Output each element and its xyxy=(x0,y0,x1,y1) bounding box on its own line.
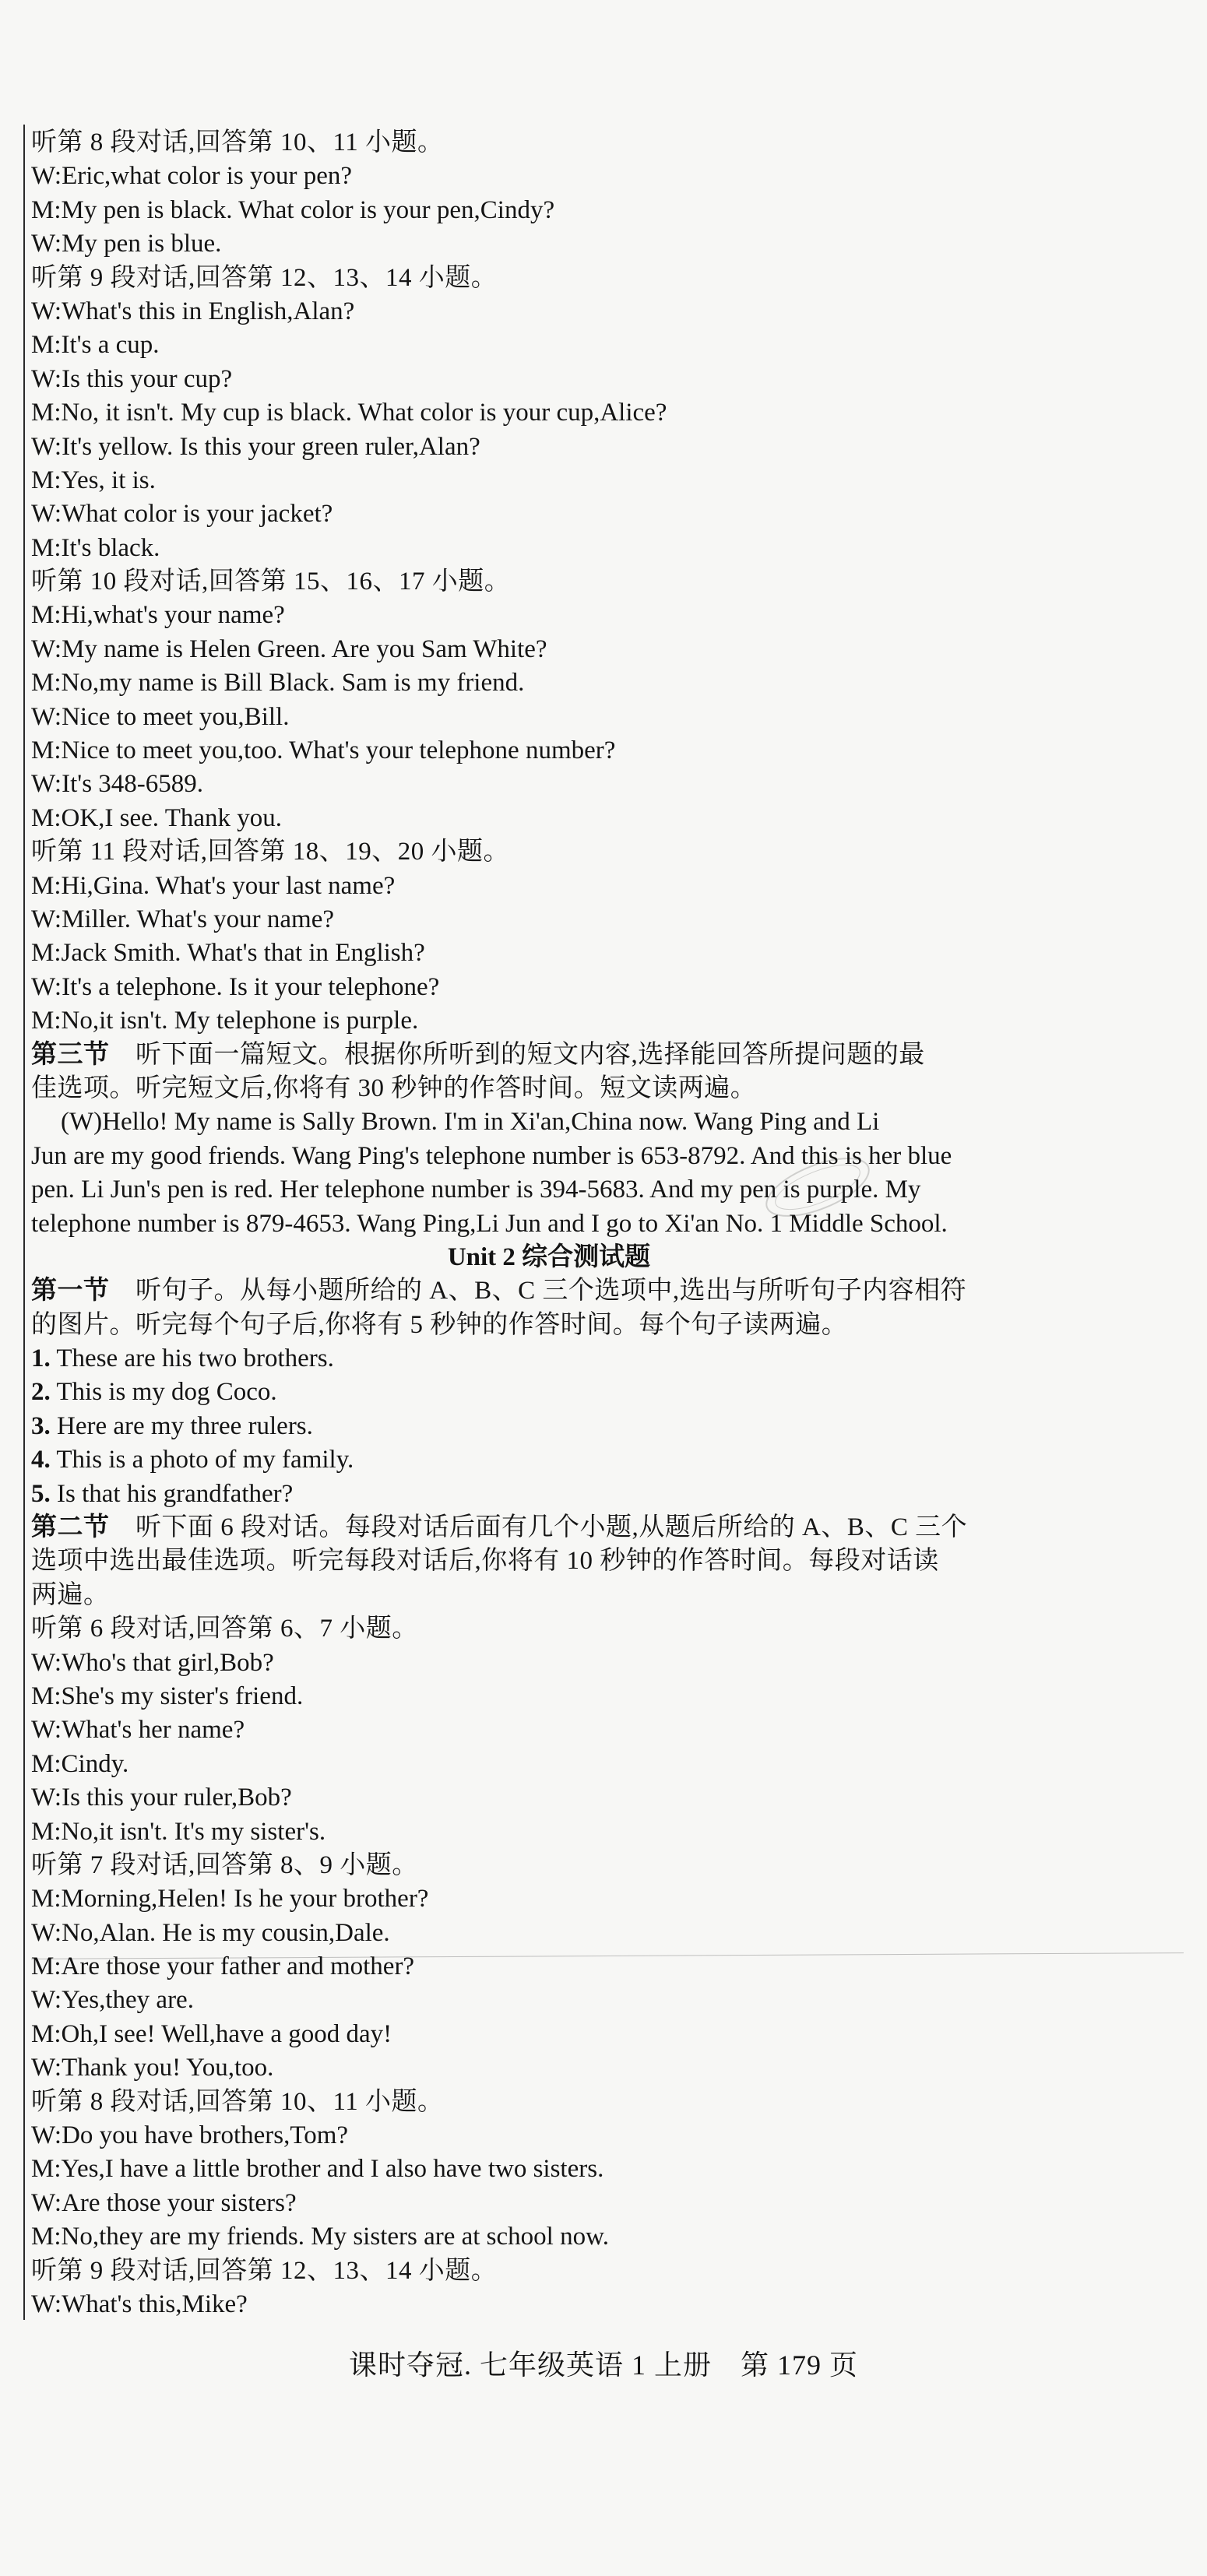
script-line: W:It's 348-6589. xyxy=(31,770,204,799)
script-line: telephone number is 879-4653. Wang Ping,Li Jun and I go to Xi'an No. 1 Middle School. xyxy=(31,1209,948,1238)
left-margin-rule xyxy=(23,125,25,2320)
page-footer: 课时夺冠. 七年级英语 1 上册 第 179 页 xyxy=(348,2349,858,2381)
script-line: W:What color is your jacket? xyxy=(31,500,333,529)
script-line: W:Who's that girl,Bob? xyxy=(31,1648,274,1677)
item-number: 1. xyxy=(31,1344,51,1373)
script-line: M:Morning,Helen! Is he your brother? xyxy=(31,1885,429,1914)
script-line: W:My pen is blue. xyxy=(31,230,222,258)
script-line: W:What's this in English,Alan? xyxy=(31,297,355,325)
script-line: 听第 6 段对话,回答第 6、7 小题。 xyxy=(31,1615,418,1643)
script-line: W:It's a telephone. Is it your telephone? xyxy=(31,972,440,1001)
script-line: M:No,it isn't. My telephone is purple. xyxy=(31,1007,419,1035)
script-line: W:What's this,Mike? xyxy=(31,2290,248,2318)
item-sentence: This is a photo of my family. xyxy=(50,1446,354,1474)
script-line: 选项中选出最佳选项。听完每段对话后,你将有 10 秒钟的作答时间。每段对话读 xyxy=(31,1547,939,1576)
script-line: M:Oh,I see! Well,have a good day! xyxy=(31,2019,392,2048)
script-line: M:Yes,I have a little brother and I also have two sisters. xyxy=(31,2155,604,2184)
script-line: M:My pen is black. What color is your pen,Cindy? xyxy=(31,195,555,224)
script-line: W:What's her name? xyxy=(31,1716,245,1745)
script-line: 的图片。听完每个句子后,你将有 5 秒钟的作答时间。每个句子读两遍。 xyxy=(31,1310,848,1339)
script-line: pen. Li Jun's pen is red. Her telephone number is 394-5683. And my pen is purple. My xyxy=(31,1176,921,1204)
script-line: M:No,it isn't. It's my sister's. xyxy=(31,1817,326,1846)
script-line: W:Thank you! You,too. xyxy=(31,2054,274,2082)
item-number: 4. xyxy=(31,1446,51,1474)
script-line xyxy=(31,1342,1067,1376)
item-sentence: This is my dog Coco. xyxy=(50,1378,277,1407)
script-line: 听第 8 段对话,回答第 10、11 小题。 xyxy=(31,2087,444,2116)
script-line xyxy=(31,1511,1067,1545)
script-line xyxy=(31,1274,1067,1308)
section-instruction: 听句子。从每小题所给的 A、B、C 三个选项中,选出与所听句子内容相符 xyxy=(109,1277,967,1306)
script-line: W:Nice to meet you,Bill. xyxy=(31,702,290,731)
script-line: W:Do you have brothers,Tom? xyxy=(31,2121,349,2150)
script-line: 听第 9 段对话,回答第 12、13、14 小题。 xyxy=(31,2256,498,2285)
item-number: 5. xyxy=(31,1479,51,1508)
script-line: M:It's a cup. xyxy=(31,331,160,360)
script-line: W:Are those your sisters? xyxy=(31,2188,297,2217)
script-line xyxy=(31,1038,1067,1072)
section-label: 第二节 xyxy=(31,1513,110,1542)
section-instruction: 听下面一篇短文。根据你所听到的短文内容,选择能回答所提问题的最 xyxy=(109,1040,925,1069)
script-line: M:No,my name is Bill Black. Sam is my friend. xyxy=(31,669,525,698)
script-line: W:Miller. What's your name? xyxy=(31,905,335,933)
script-line: M:It's black. xyxy=(31,533,160,562)
script-line: 听第 8 段对话,回答第 10、11 小题。 xyxy=(31,128,444,156)
script-line: W:Eric,what color is your pen? xyxy=(31,162,353,191)
item-sentence: Here are my three rulers. xyxy=(50,1411,313,1440)
script-line xyxy=(31,1376,1067,1409)
script-line: M:No,they are my friends. My sisters are at school now. xyxy=(31,2223,610,2251)
script-line xyxy=(31,1410,1067,1443)
item-sentence: Is that his grandfather? xyxy=(50,1479,294,1508)
script-line: M:Cindy. xyxy=(31,1749,129,1778)
item-sentence: These are his two brothers. xyxy=(50,1344,334,1373)
script-line: Jun are my good friends. Wang Ping's telephone number is 653-8792. And this is her blue xyxy=(31,1141,952,1170)
script-line: W:No,Alan. He is my cousin,Dale. xyxy=(31,1918,390,1947)
script-line: W:Is this your ruler,Bob? xyxy=(31,1784,292,1812)
script-line: M:Nice to meet you,too. What's your telephone number? xyxy=(31,736,616,765)
script-line: W:It's yellow. Is this your green ruler,Alan? xyxy=(31,432,480,461)
script-line: 两遍。 xyxy=(31,1580,110,1609)
script-line: M:Yes, it is. xyxy=(31,466,156,494)
script-line xyxy=(31,1443,1067,1477)
script-line: Unit 2 综合测试题 xyxy=(447,1242,651,1271)
script-line: M:OK,I see. Thank you. xyxy=(31,803,283,832)
script-line: 听第 11 段对话,回答第 18、19、20 小题。 xyxy=(31,838,510,866)
script-line: (W)Hello! My name is Sally Brown. I'm in Xi'an,China now. Wang Ping and Li xyxy=(61,1108,880,1137)
section-label: 第一节 xyxy=(31,1277,110,1306)
script-line: M:No, it isn't. My cup is black. What color is your cup,Alice? xyxy=(31,399,667,427)
listening-script-body xyxy=(31,126,1067,2321)
item-number: 2. xyxy=(31,1378,51,1407)
script-line xyxy=(31,1478,1067,1511)
script-line: W:Is this your cup? xyxy=(31,364,233,393)
script-line: M:Hi,Gina. What's your last name? xyxy=(31,871,396,900)
script-line: 听第 7 段对话,回答第 8、9 小题。 xyxy=(31,1850,418,1879)
script-line: M:She's my sister's friend. xyxy=(31,1682,304,1710)
script-line: M:Are those your father and mother? xyxy=(31,1952,415,1981)
script-line: W:Yes,they are. xyxy=(31,1986,194,2015)
script-line: 听第 10 段对话,回答第 15、16、17 小题。 xyxy=(31,568,511,596)
script-line: M:Hi,what's your name? xyxy=(31,601,285,630)
script-line: 佳选项。听完短文后,你将有 30 秒钟的作答时间。短文读两遍。 xyxy=(31,1074,757,1102)
section-label: 第三节 xyxy=(31,1040,110,1069)
script-line: 听第 9 段对话,回答第 12、13、14 小题。 xyxy=(31,263,498,292)
item-number: 3. xyxy=(31,1411,51,1440)
section-instruction: 听下面 6 段对话。每段对话后面有几个小题,从题后所给的 A、B、C 三个 xyxy=(109,1513,968,1542)
script-line: M:Jack Smith. What's that in English? xyxy=(31,939,425,968)
script-line: W:My name is Helen Green. Are you Sam White? xyxy=(31,634,547,663)
